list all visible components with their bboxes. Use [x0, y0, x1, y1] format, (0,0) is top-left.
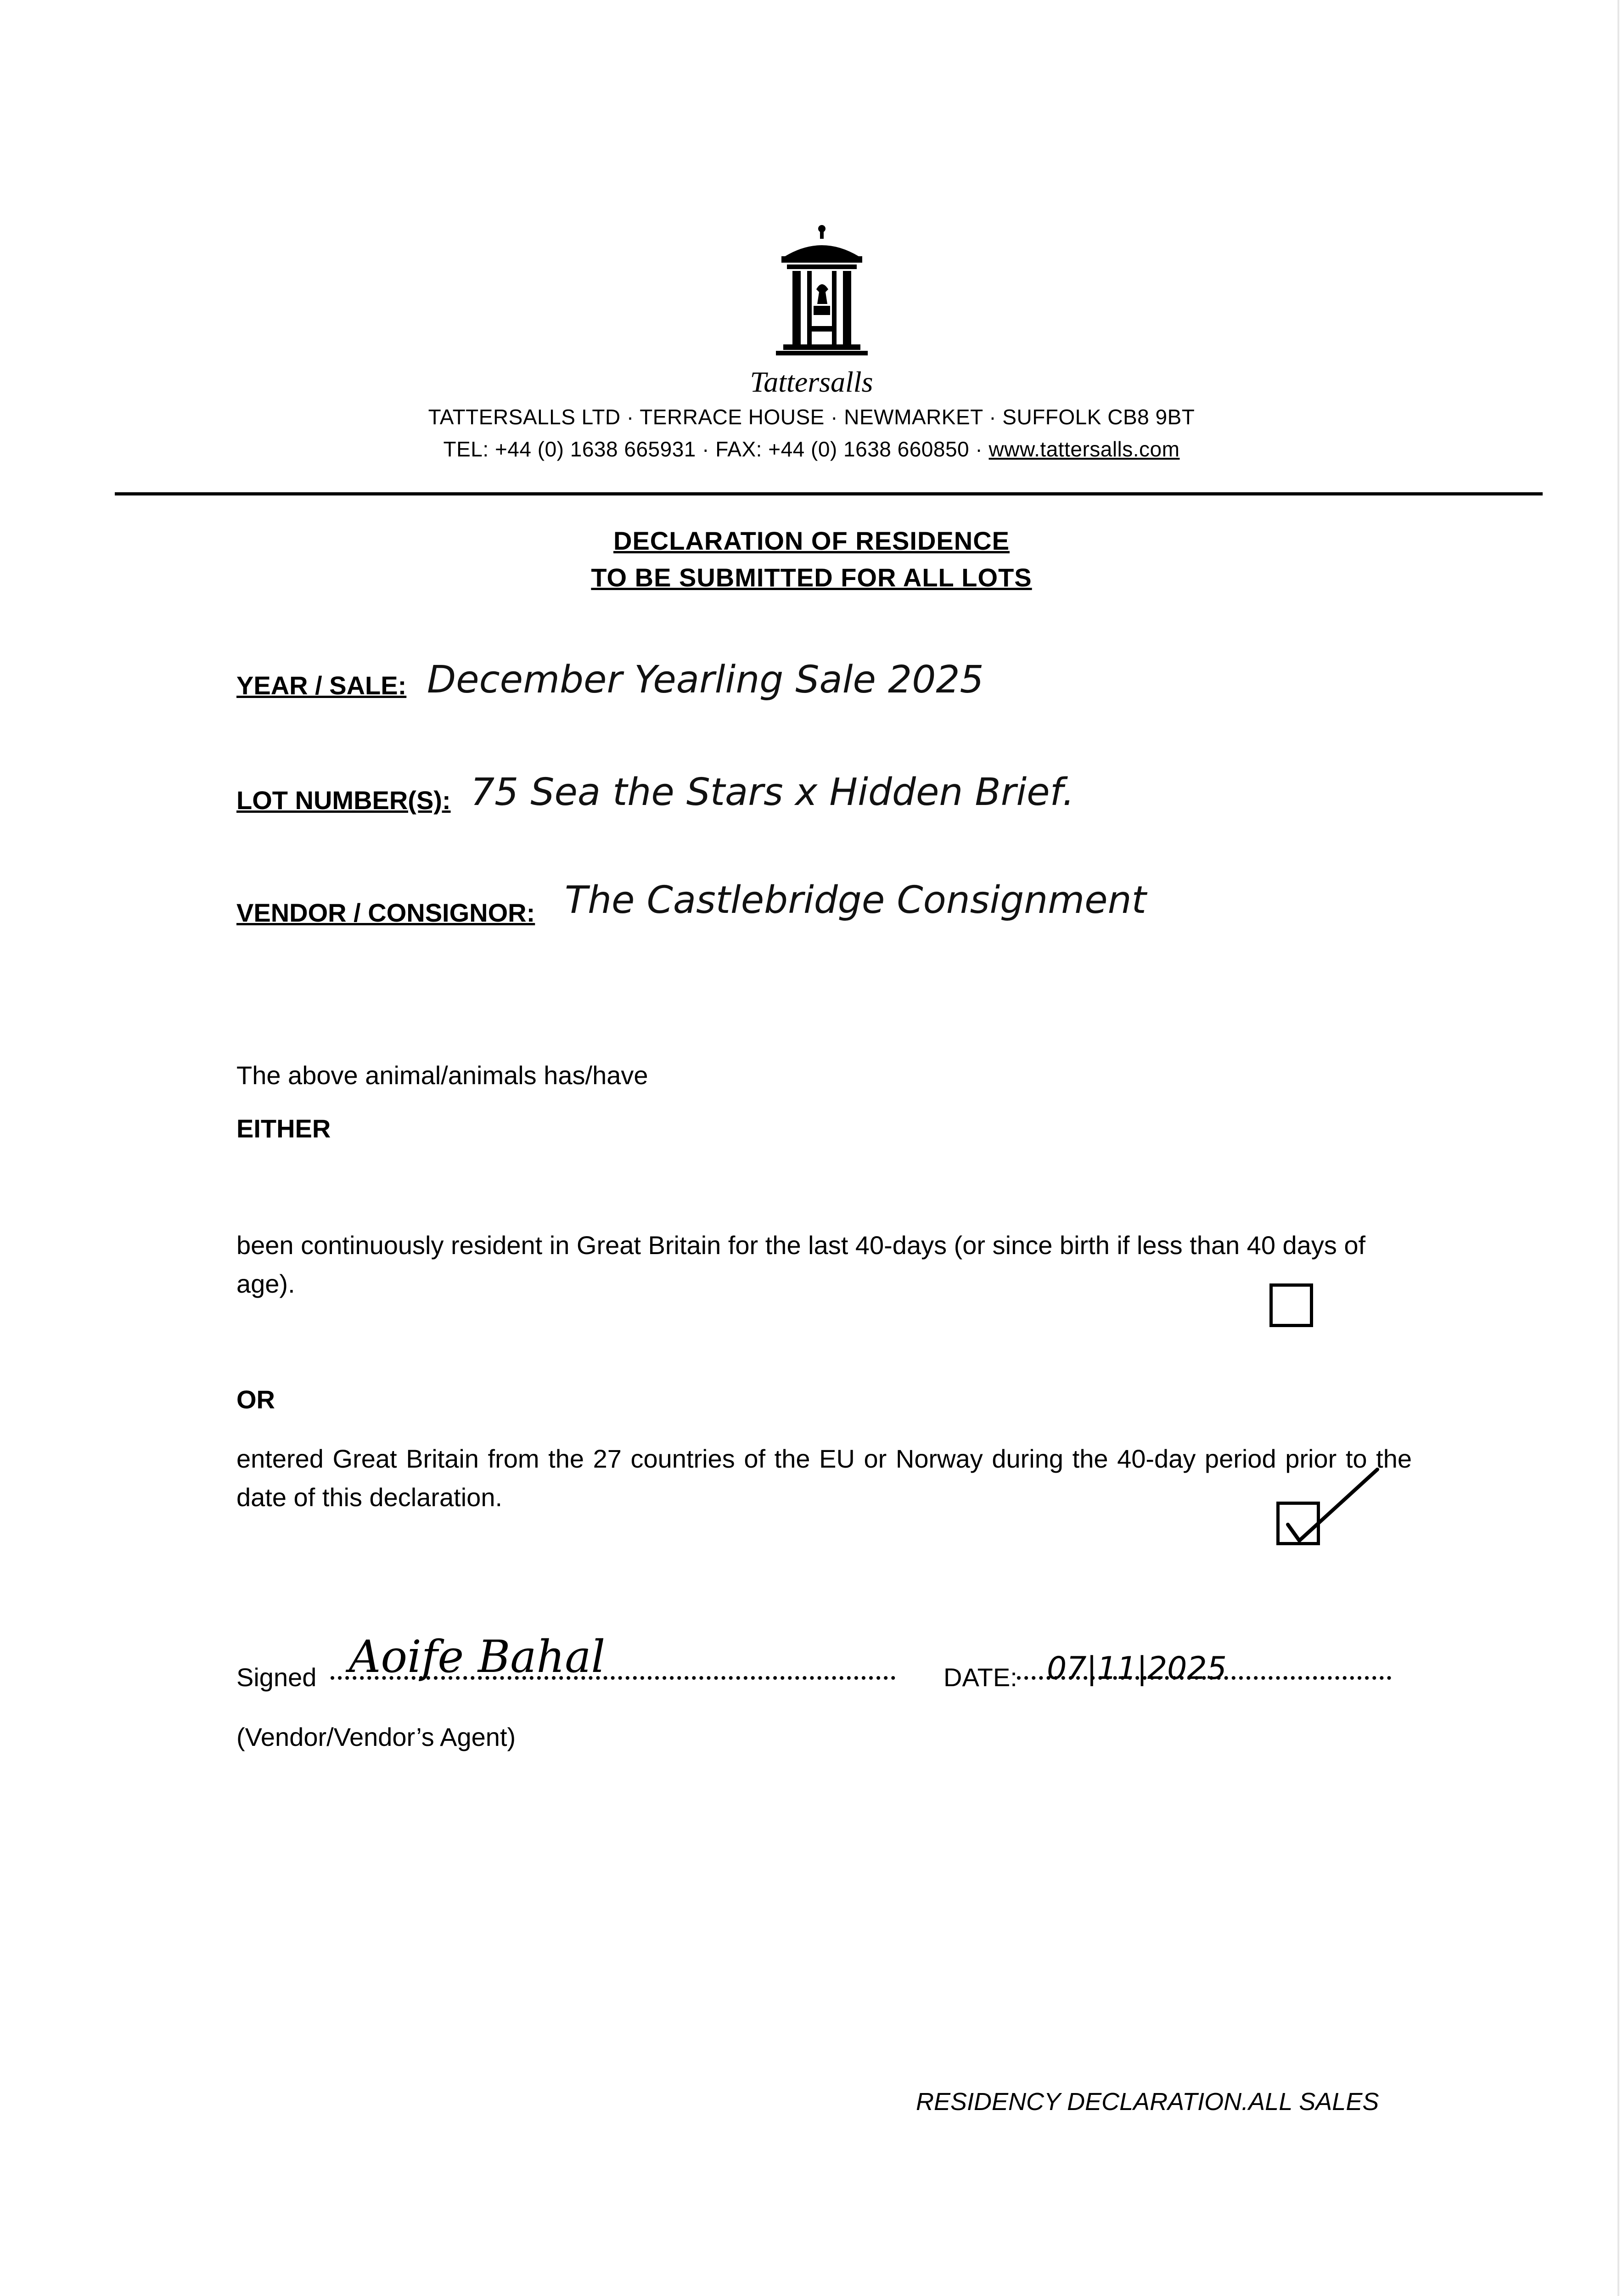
vendor-agent-caption: (Vendor/Vendor’s Agent) — [236, 1722, 516, 1751]
website-link[interactable]: www.tattersalls.com — [988, 437, 1180, 461]
year-sale-label: YEAR / SALE: — [236, 671, 407, 700]
option-entered-gb-text: entered Great Britain from the 27 countries of the EU or Norway during the 40-day period prior to the date of this declaration. — [236, 1444, 1412, 1512]
document-title: DECLARATION OF RESIDENCE — [613, 526, 1010, 555]
footer-reference: RESIDENCY DECLARATION.ALL SALES — [916, 2088, 1379, 2116]
continuous-residence-checkbox[interactable] — [1269, 1283, 1313, 1327]
scan-edge — [1617, 0, 1619, 2296]
date-value[interactable]: 07|11|2025 — [1047, 1650, 1227, 1687]
company-address: TATTERSALLS LTD · TERRACE HOUSE · NEWMARKET · SUFFOLK CB8 9BT — [428, 405, 1195, 429]
option-continuous-residence-text: been continuously resident in Great Britain for the last 40-days (or since birth if less than 40 days of age). — [236, 1231, 1366, 1298]
or-heading: OR — [236, 1385, 275, 1414]
either-heading: EITHER — [236, 1114, 331, 1143]
signed-label: Signed — [236, 1663, 317, 1692]
company-contact — [0, 439, 1623, 460]
vendor-consignor-label: VENDOR / CONSIGNOR: — [236, 898, 535, 927]
lot-number-value[interactable]: 75 Sea the Stars x Hidden Brief. — [471, 771, 1075, 814]
year-sale-value[interactable]: December Yearling Sale 2025 — [427, 658, 984, 702]
checkmark-icon — [1274, 1460, 1384, 1557]
date-label: DATE: — [943, 1663, 1017, 1692]
document-subtitle: TO BE SUBMITTED FOR ALL LOTS — [591, 563, 1032, 592]
contact-numbers: TEL: +44 (0) 1638 665931 · FAX: +44 (0) 1638 660850 · — [443, 437, 989, 461]
header-divider — [115, 492, 1543, 495]
tattersalls-logo-icon — [753, 220, 891, 367]
intro-text: The above animal/animals has/have — [236, 1061, 648, 1090]
lot-number-label: LOT NUMBER(S): — [236, 786, 451, 815]
signature[interactable]: Aoife Bahal — [349, 1631, 606, 1683]
brand-name: Tattersalls — [750, 366, 873, 398]
vendor-consignor-value[interactable]: The Castlebridge Consignment — [565, 878, 1146, 922]
